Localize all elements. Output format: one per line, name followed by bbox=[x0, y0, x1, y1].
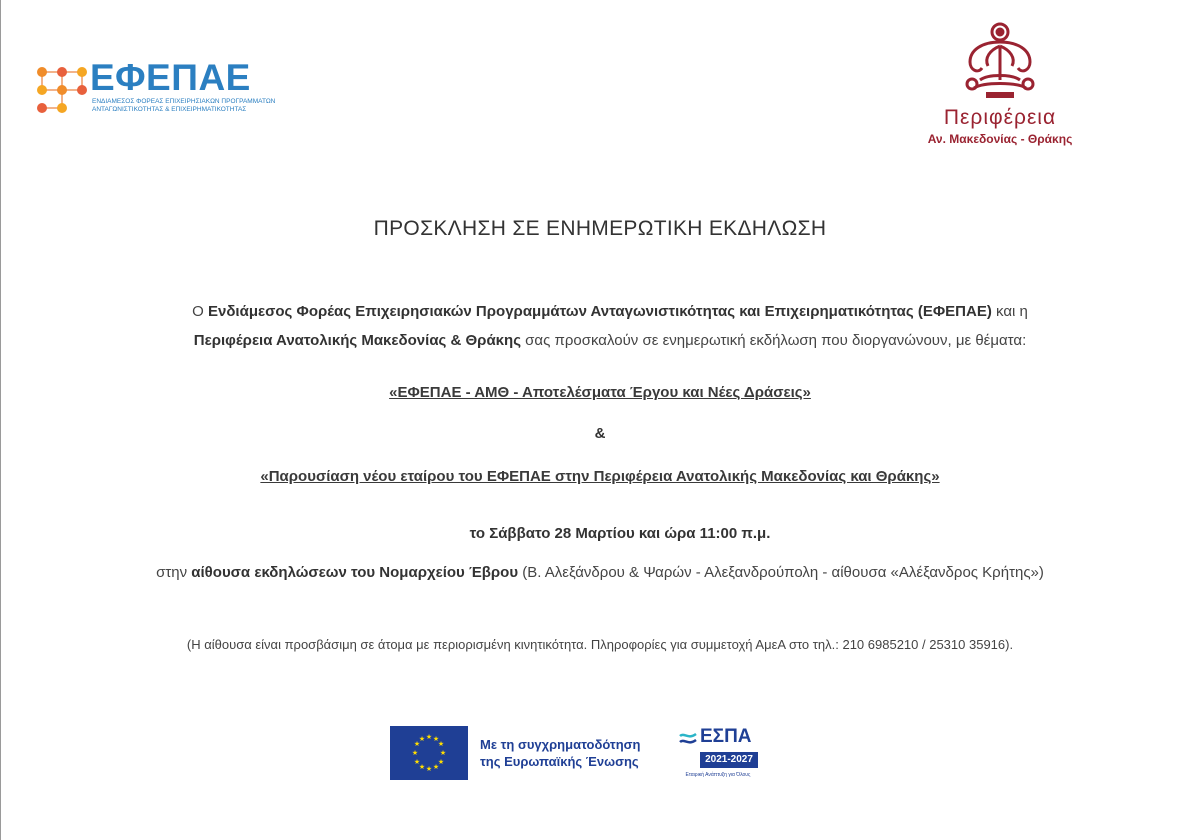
svg-text:★: ★ bbox=[432, 763, 440, 771]
intro-org-efepae: Ενδιάμεσος Φορέας Επιχειρησιακών Προγραμμάτων Ανταγωνιστικότητας και Επιχειρηματικότητας (ΕΦΕΠΑΕ) bbox=[207, 303, 992, 320]
funding-banner bbox=[390, 726, 770, 784]
region-logo-name: Περιφέρεια bbox=[943, 106, 1057, 129]
venue-detail: (Β. Αλεξάνδρου & Ψαρών - Αλεξανδρούπολη - αίθουσα «Αλέξανδρος Κρήτης») bbox=[518, 564, 1044, 581]
intro-tail: σας προσκαλούν σε ενημερωτική εκδήλωση που διοργανώνουν, με θέματα: bbox=[521, 332, 1027, 349]
svg-text:★: ★ bbox=[413, 740, 421, 748]
topic-two: «Παρουσίαση νέου εταίρου του ΕΦΕΠΑΕ στην Περιφέρεια Ανατολικής Μακεδονίας και Θράκης» bbox=[260, 468, 940, 485]
eu-flag-icon bbox=[390, 726, 468, 780]
svg-text:★: ★ bbox=[425, 765, 433, 773]
efepae-subtitle-line2: ΑΝΤΑΓΩΝΙΣΤΙΚΟΤΗΤΑΣ & ΕΠΙΧΕΙΡΗΜΑΤΙΚΟΤΗΤΑΣ bbox=[92, 106, 247, 113]
efepae-subtitle-line1: ΕΝΔΙΑΜΕΣΟΣ ΦΟΡΕΑΣ ΕΠΙΧΕΙΡΗΣΙΑΚΩΝ ΠΡΟΓΡΑΜΜΑΤΩΝ bbox=[92, 98, 276, 105]
svg-text:★: ★ bbox=[425, 733, 433, 741]
venue-lead: στην bbox=[156, 564, 192, 581]
svg-text:★: ★ bbox=[413, 758, 421, 766]
espa-logo bbox=[678, 726, 758, 782]
funding-line1: Με τη συγχρηματοδότηση bbox=[480, 737, 641, 752]
region-logo bbox=[920, 20, 1120, 150]
event-venue bbox=[0, 564, 1200, 581]
efepae-logo bbox=[34, 58, 284, 120]
accessibility-note: (Η αίθουσα είναι προσβάσιμη σε άτομα με περιορισμένη κινητικότητα. Πληροφορίες για συμμετοχή ΑμεΑ στο τηλ.: 210 6985210 / 25310 35916). bbox=[186, 637, 1014, 652]
topic-ampersand: & bbox=[594, 425, 606, 442]
efepae-logo-subtitle bbox=[92, 98, 322, 114]
efepae-dots-icon bbox=[34, 62, 90, 118]
venue-place: αίθουσα εκδηλώσεων του Νομαρχείου Έβρου bbox=[191, 564, 519, 581]
svg-text:★: ★ bbox=[418, 763, 426, 771]
region-emblem-icon bbox=[960, 20, 1040, 102]
svg-text:★: ★ bbox=[439, 749, 447, 757]
region-logo-subtitle: Αν. Μακεδονίας - Θράκης bbox=[927, 132, 1073, 146]
intro-org-region: Περιφέρεια Ανατολικής Μακεδονίας & Θράκης bbox=[193, 332, 521, 349]
espa-years: 2021-2027 bbox=[700, 752, 758, 768]
svg-text:★: ★ bbox=[437, 758, 445, 766]
funding-text bbox=[480, 736, 641, 770]
efepae-logo-name: ΕΦΕΠΑΕ bbox=[90, 57, 251, 98]
svg-text:★: ★ bbox=[432, 735, 440, 743]
invitation-title: ΠΡΟΣΚΛΗΣΗ ΣΕ ΕΝΗΜΕΡΩΤΙΚΗ ΕΚΔΗΛΩΣΗ bbox=[373, 217, 827, 240]
event-date: το Σάββατο 28 Μαρτίου και ώρα 11:00 π.μ. bbox=[469, 525, 771, 542]
espa-tagline: Εταιρική Ανάπτυξη για Όλους bbox=[685, 772, 751, 778]
svg-text:★: ★ bbox=[437, 740, 445, 748]
funding-line2: της Ευρωπαϊκής Ένωσης bbox=[480, 754, 639, 769]
svg-text:★: ★ bbox=[418, 735, 426, 743]
espa-word: ΕΣΠΑ bbox=[700, 726, 752, 747]
intro-mid: και η bbox=[991, 303, 1028, 320]
intro-lead: Ο bbox=[192, 303, 208, 320]
svg-text:★: ★ bbox=[411, 749, 419, 757]
intro-paragraph bbox=[80, 297, 1140, 355]
espa-waves-icon bbox=[678, 730, 698, 750]
topic-one: «ΕΦΕΠΑΕ - ΑΜΘ - Αποτελέσματα Έργου και Νέες Δράσεις» bbox=[389, 384, 811, 401]
page-left-border bbox=[0, 0, 1, 840]
